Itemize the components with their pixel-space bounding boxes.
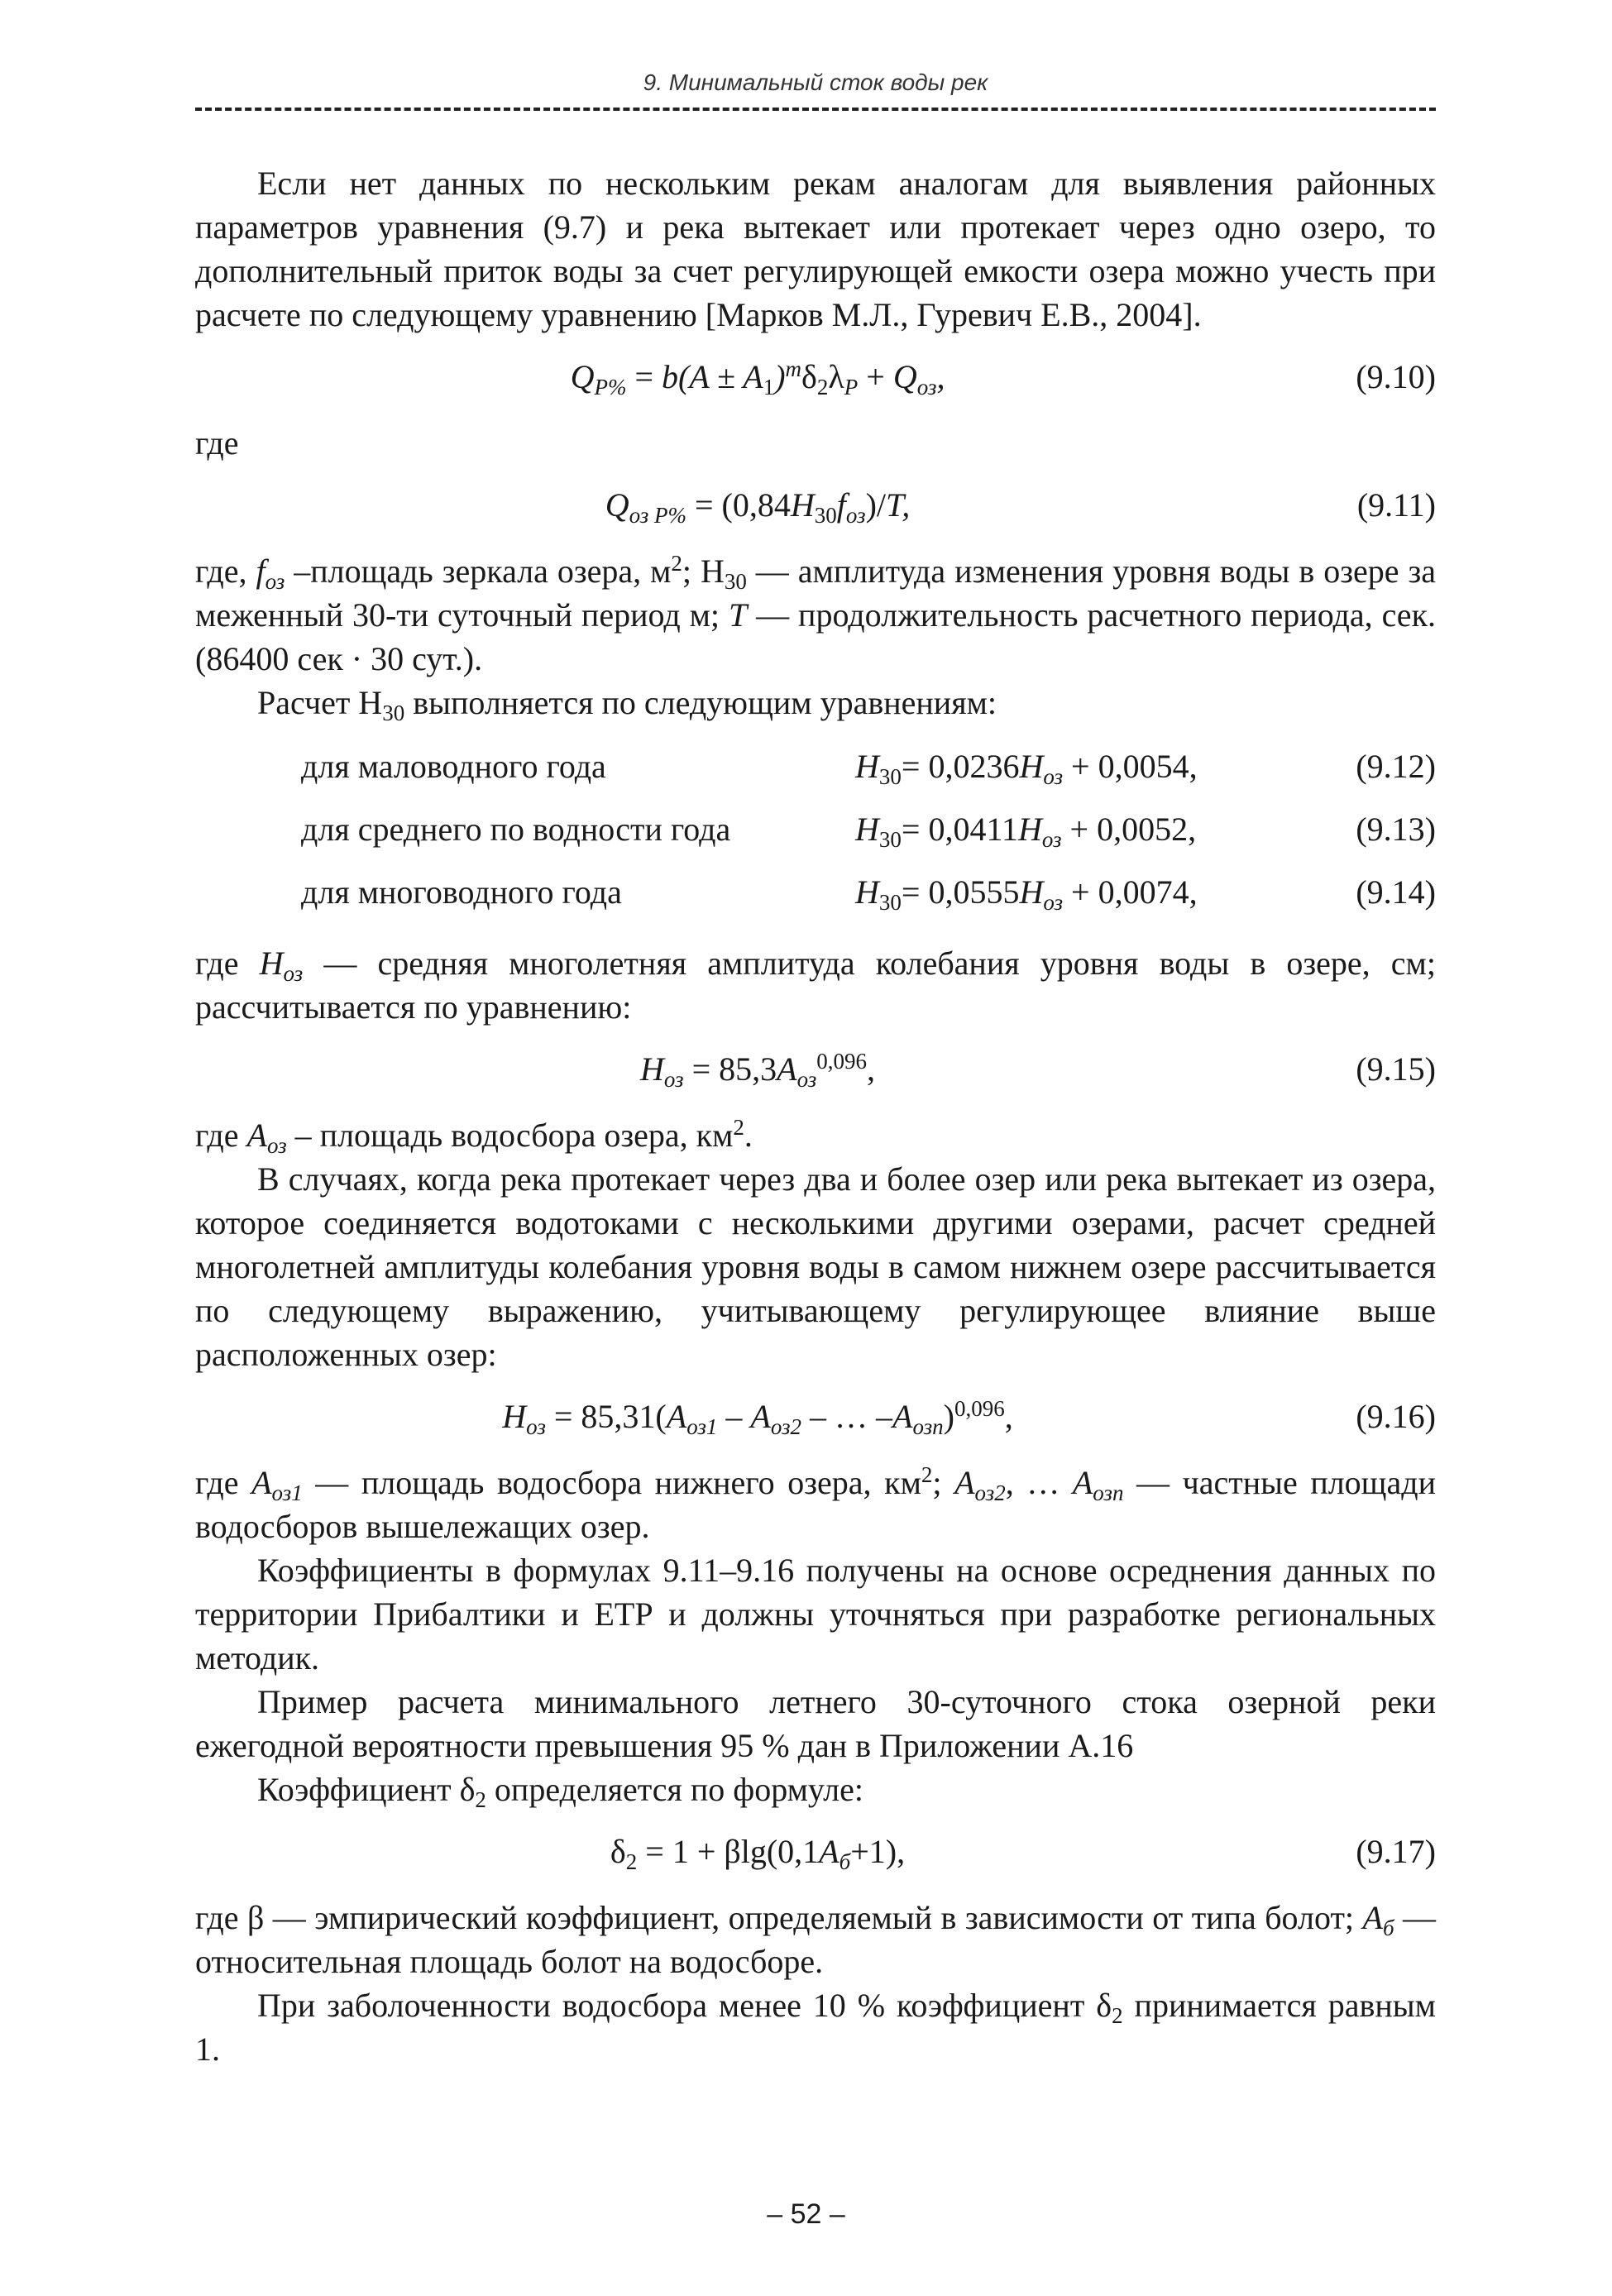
equation-number: (9.16) [1356,1398,1436,1435]
equation-9-10 [195,345,1436,411]
equation-row-9-12: для маловодного года $H_{30}= 0,0236H_{оз} + 0,0054$, (9.12) [301,748,1436,789]
where-label: где [195,424,239,462]
page-body [195,161,1436,2071]
header-rule [195,108,1436,111]
paragraph-partial-areas: где $A_{оз1}$ — площадь водосбора нижнего озера, $км^2$; $A_{оз2}$, … $A_{озn}$ — частные площади водосборов вышележащих озер. [195,1462,1436,1545]
paragraph-beta-definition: где β — эмпирический коэффициент, определяемый в зависимости от типа болот; $A_б$ — относительная площадь болот на водосборе. [195,1899,1437,1980]
running-header: 9. Минимальный сток воды рек [643,69,988,95]
formula-9-11: $Q_{оз P\%} = (0,84H_{30}f_{оз})/T$, [605,486,911,528]
equation-row-9-14: для многоводного года $H_{30}= 0,0555H_{оз} + 0,0074$, (9.14) [301,873,1436,915]
equation-list [195,736,1436,925]
paragraph-definitions: где, $f_{оз}$ –площадь зеркала озера, $м^2$; $Н_{30}$ — амплитуда изменения уровня воды в озере за меженный 30-ти суточный период м; T — продолжительность расчетного периода, сек. (86400 сек · 30 сут.). [195,551,1436,677]
equation-number: (9.17) [1356,1833,1436,1870]
equation-number: (9.11) [1356,486,1436,524]
formula-9-15: $H_{оз} = 85,3A_{оз}^{0,096}$, [639,1049,875,1092]
formula-9-17: $\delta_2 = 1 + \beta\lg(0,1A_б+1)$, [610,1833,906,1874]
paragraph-intro: Если нет данных по нескольким рекам аналогам для выявления районных параметров уравнения (9.7) и река вытекает или протекает через одно озеро, то дополнительный приток воды за счет регулирующей емкости озера можно учесть при расчете по следующему уравнению [Марков М.Л., Гуревич Е.В., 2004]. [195,165,1436,333]
equation-9-11 [195,473,1436,539]
paragraph-swampiness: При заболоченности водосбора менее 10 % коэффициент $\delta_2$ принимается равным 1. [195,1987,1436,2068]
paragraph-coefficients: Коэффициенты в формулах 9.11–9.16 получены на основе осреднения данных по территории Прибалтики и ЕТР и должны уточняться при разработке региональных методик. [195,1552,1436,1677]
equation-9-17 [195,1820,1436,1886]
paragraph-hoz-definition: где $H_{оз}$ — средняя многолетняя амплитуда колебания уровня воды в озере, см; рассчитывается по уравнению: [195,945,1436,1026]
paragraph-h30-intro: Расчет $Н_{30}$ выполняется по следующим уравнениям: [257,684,997,725]
equation-9-16 [195,1385,1436,1451]
equation-number: (9.15) [1356,1050,1436,1088]
formula-9-16: $H_{оз} = 85,31(A_{оз1} - A_{оз2}$ – … $-A_{озn})^{0,096}$, [502,1396,1013,1439]
paragraph-example: Пример расчета минимального летнего 30-суточного стока озерной реки ежегодной вероятности превышения 95 % дан в Приложении А.16 [195,1683,1436,1764]
page-number: – 52 – [767,2198,845,2230]
formula-9-10: $Q_{P\%} = b(A \pm A_1)^m\delta_2\lambda_P + Q_{оз}$, [570,356,945,399]
paragraph-multiple-lakes: В случаях, когда река протекает через два и более озер или река вытекает из озера, которое соединяется водотоками с несколькими другими озерами, расчет средней многолетней амплитуды колебания уровня воды в самом нижнем озере рассчитывается по следующему выражению, учитывающему регулирующее влияние выше расположенных озер: [195,1160,1436,1373]
paragraph-delta2-intro: Коэффициент $\delta_2$ определяется по формуле: [257,1771,863,1812]
equation-row-9-13: для среднего по водности года $H_{30}= 0,0411H_{оз} + 0,0052$, (9.13) [301,811,1436,852]
equation-number: (9.10) [1356,358,1436,395]
equation-9-15 [195,1037,1436,1103]
paragraph-aoz-definition: где $A_{оз}$ – площадь водосбора озера, $км^2$. [195,1115,753,1158]
